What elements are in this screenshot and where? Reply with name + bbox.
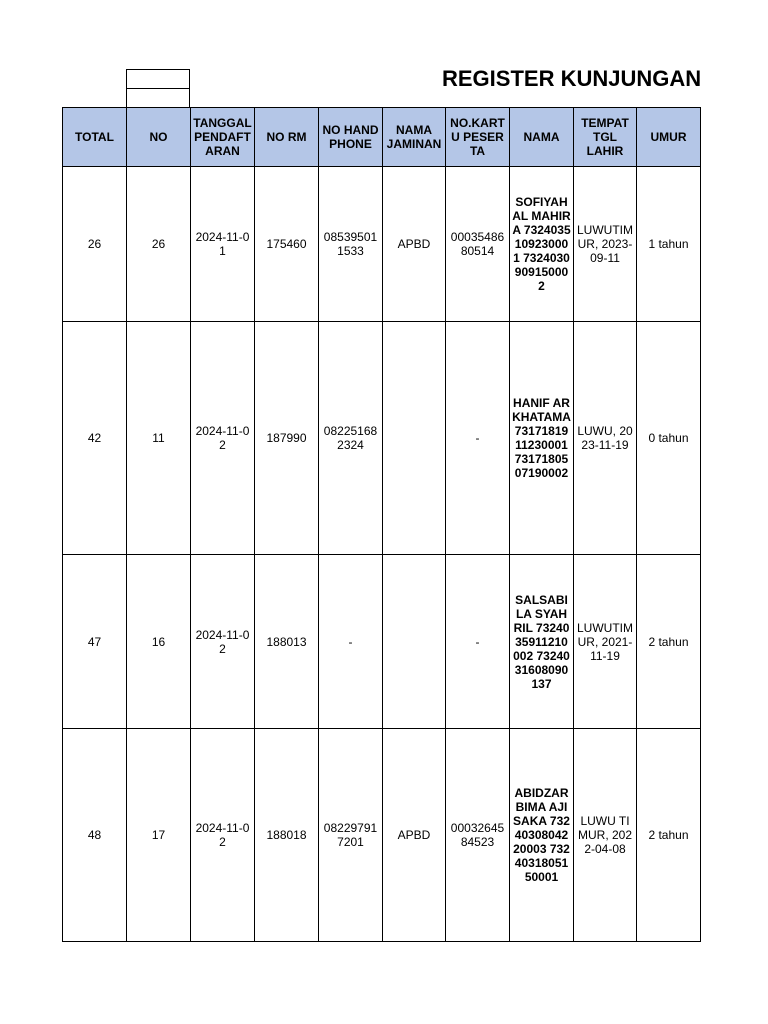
page-title: REGISTER KUNJUNGAN bbox=[442, 66, 702, 91]
cell-total: 26 bbox=[63, 167, 127, 322]
header-tanggal: TANGGAL PENDAFTARAN bbox=[191, 108, 255, 167]
cell-ttl: LUWU TIMUR, 2022-04-08 bbox=[574, 729, 637, 942]
cell-tanggal: 2024-11-01 bbox=[191, 167, 255, 322]
cell-tanggal: 2024-11-02 bbox=[191, 729, 255, 942]
cell-total: 42 bbox=[63, 322, 127, 555]
cell-nama: SOFIYAH AL MAHIRA 7324035109230001 7324030909150002 bbox=[510, 167, 574, 322]
table-row bbox=[63, 729, 701, 942]
cell-jaminan: APBD bbox=[383, 729, 446, 942]
cell-ttl: LUWUTIMUR, 2023-09-11 bbox=[574, 167, 637, 322]
header-no-rm: NO RM bbox=[255, 108, 319, 167]
cell-no: 16 bbox=[127, 555, 191, 729]
cell-total: 48 bbox=[63, 729, 127, 942]
header-no: NO bbox=[127, 108, 191, 167]
cell-no: 17 bbox=[127, 729, 191, 942]
table-row bbox=[63, 167, 701, 322]
header-box-divider bbox=[127, 88, 189, 89]
cell-umur: 1 tahun bbox=[637, 167, 701, 322]
register-table bbox=[62, 107, 701, 942]
cell-no-rm: 187990 bbox=[255, 322, 319, 555]
header-kartu: NO.KARTU PESERTA bbox=[446, 108, 510, 167]
cell-kartu: - bbox=[446, 322, 510, 555]
cell-no-rm: 188018 bbox=[255, 729, 319, 942]
header-umur: UMUR bbox=[637, 108, 701, 167]
cell-nama: HANIF ARKHATAMA 7317181911230001 7317180507190002 bbox=[510, 322, 574, 555]
cell-handphone: 082297917201 bbox=[319, 729, 383, 942]
cell-tanggal: 2024-11-02 bbox=[191, 555, 255, 729]
cell-kartu: 0003548680514 bbox=[446, 167, 510, 322]
header-box bbox=[126, 69, 190, 107]
cell-nama: ABIDZAR BIMA AJISAKA 7324030804220003 7324031805150001 bbox=[510, 729, 574, 942]
cell-umur: 2 tahun bbox=[637, 555, 701, 729]
cell-umur: 2 tahun bbox=[637, 729, 701, 942]
table-row bbox=[63, 555, 701, 729]
cell-total: 47 bbox=[63, 555, 127, 729]
cell-ttl: LUWUTIMUR, 2021-11-19 bbox=[574, 555, 637, 729]
header-nama: NAMA bbox=[510, 108, 574, 167]
cell-no: 26 bbox=[127, 167, 191, 322]
header-handphone: NO HANDPHONE bbox=[319, 108, 383, 167]
cell-no: 11 bbox=[127, 322, 191, 555]
header-total: TOTAL bbox=[63, 108, 127, 167]
cell-jaminan bbox=[383, 322, 446, 555]
cell-jaminan: APBD bbox=[383, 167, 446, 322]
cell-tanggal: 2024-11-02 bbox=[191, 322, 255, 555]
cell-kartu: 0003264584523 bbox=[446, 729, 510, 942]
header-jaminan: NAMA JAMINAN bbox=[383, 108, 446, 167]
cell-nama: SALSABILA SYAHRIL 7324035911210002 7324031608090137 bbox=[510, 555, 574, 729]
cell-no-rm: 175460 bbox=[255, 167, 319, 322]
cell-handphone: - bbox=[319, 555, 383, 729]
cell-kartu: - bbox=[446, 555, 510, 729]
cell-handphone: 082251682324 bbox=[319, 322, 383, 555]
cell-handphone: 085395011533 bbox=[319, 167, 383, 322]
cell-ttl: LUWU, 2023-11-19 bbox=[574, 322, 637, 555]
cell-jaminan bbox=[383, 555, 446, 729]
table-row bbox=[63, 322, 701, 555]
header-ttl: TEMPAT TGL LAHIR bbox=[574, 108, 637, 167]
cell-no-rm: 188013 bbox=[255, 555, 319, 729]
table-header-row bbox=[63, 108, 701, 167]
cell-umur: 0 tahun bbox=[637, 322, 701, 555]
